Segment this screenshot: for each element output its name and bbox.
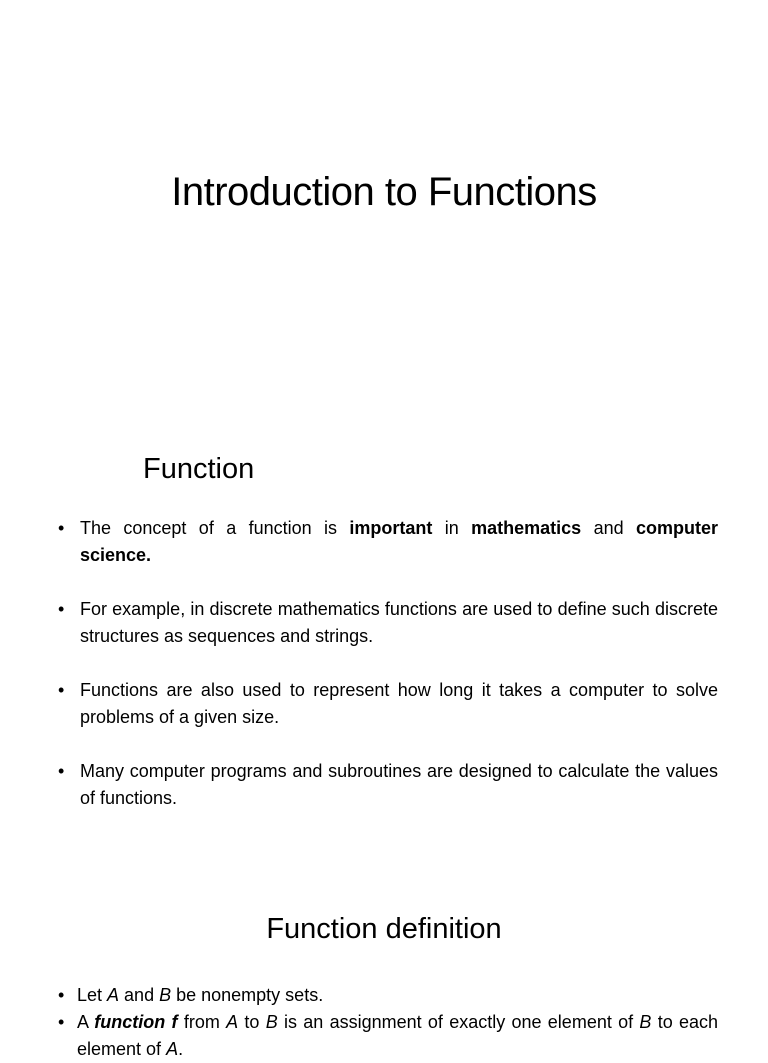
bullet-marker: •: [58, 1012, 65, 1032]
bold-text: computer science.: [80, 518, 718, 565]
text-run: to each element of: [77, 1012, 719, 1059]
text-run: and: [581, 518, 636, 538]
bullet-text: Functions are also used to represent how long it takes a computer to solve problems of a given size.: [80, 680, 718, 727]
bullet-item: [58, 596, 718, 650]
bullet-text: For example, in discrete mathematics functions are used to define such discrete structures as sequences and strings.: [80, 599, 718, 646]
bullet-item: [58, 515, 718, 569]
bullet-text: Many computer programs and subroutines are designed to calculate the values of functions.: [80, 761, 718, 808]
slide-title: Introduction to Functions: [171, 170, 597, 214]
text-run: .: [178, 1039, 184, 1059]
section-heading: Function definition: [266, 913, 502, 945]
bullet-marker: •: [58, 599, 65, 619]
bold-text: important: [349, 518, 433, 538]
text-run: A: [77, 1012, 95, 1032]
italic-text: B: [265, 1012, 278, 1032]
italic-text: A: [107, 985, 120, 1005]
text-run: is an assignment of exactly one element of: [277, 1012, 640, 1032]
text-run: to: [238, 1012, 266, 1032]
bullet-item: [58, 1009, 718, 1063]
bullet-item: [58, 758, 718, 812]
italic-text: A: [226, 1012, 239, 1032]
bold-text: mathematics: [471, 518, 582, 538]
text-run: in: [432, 518, 472, 538]
bullet-text: [77, 1009, 718, 1063]
text-run: Let: [77, 985, 108, 1005]
bullet-marker: •: [58, 680, 65, 700]
text-run: The concept of a function is: [80, 518, 350, 538]
text-run: and: [119, 985, 160, 1005]
bullet-item: [58, 982, 718, 1009]
bullet-text: [80, 515, 718, 569]
bold-italic-text: function f: [94, 1012, 178, 1032]
bullet-item: [58, 677, 718, 731]
bullet-marker: •: [58, 761, 65, 781]
bullet-text: [77, 982, 718, 1009]
text-run: be nonempty sets.: [171, 985, 324, 1005]
text-run: from: [177, 1012, 227, 1032]
italic-text: B: [159, 985, 172, 1005]
bullet-marker: •: [58, 518, 65, 538]
italic-text: A: [166, 1039, 179, 1059]
bullet-marker: •: [58, 985, 65, 1005]
italic-text: B: [639, 1012, 652, 1032]
section-heading: Function: [143, 453, 255, 485]
